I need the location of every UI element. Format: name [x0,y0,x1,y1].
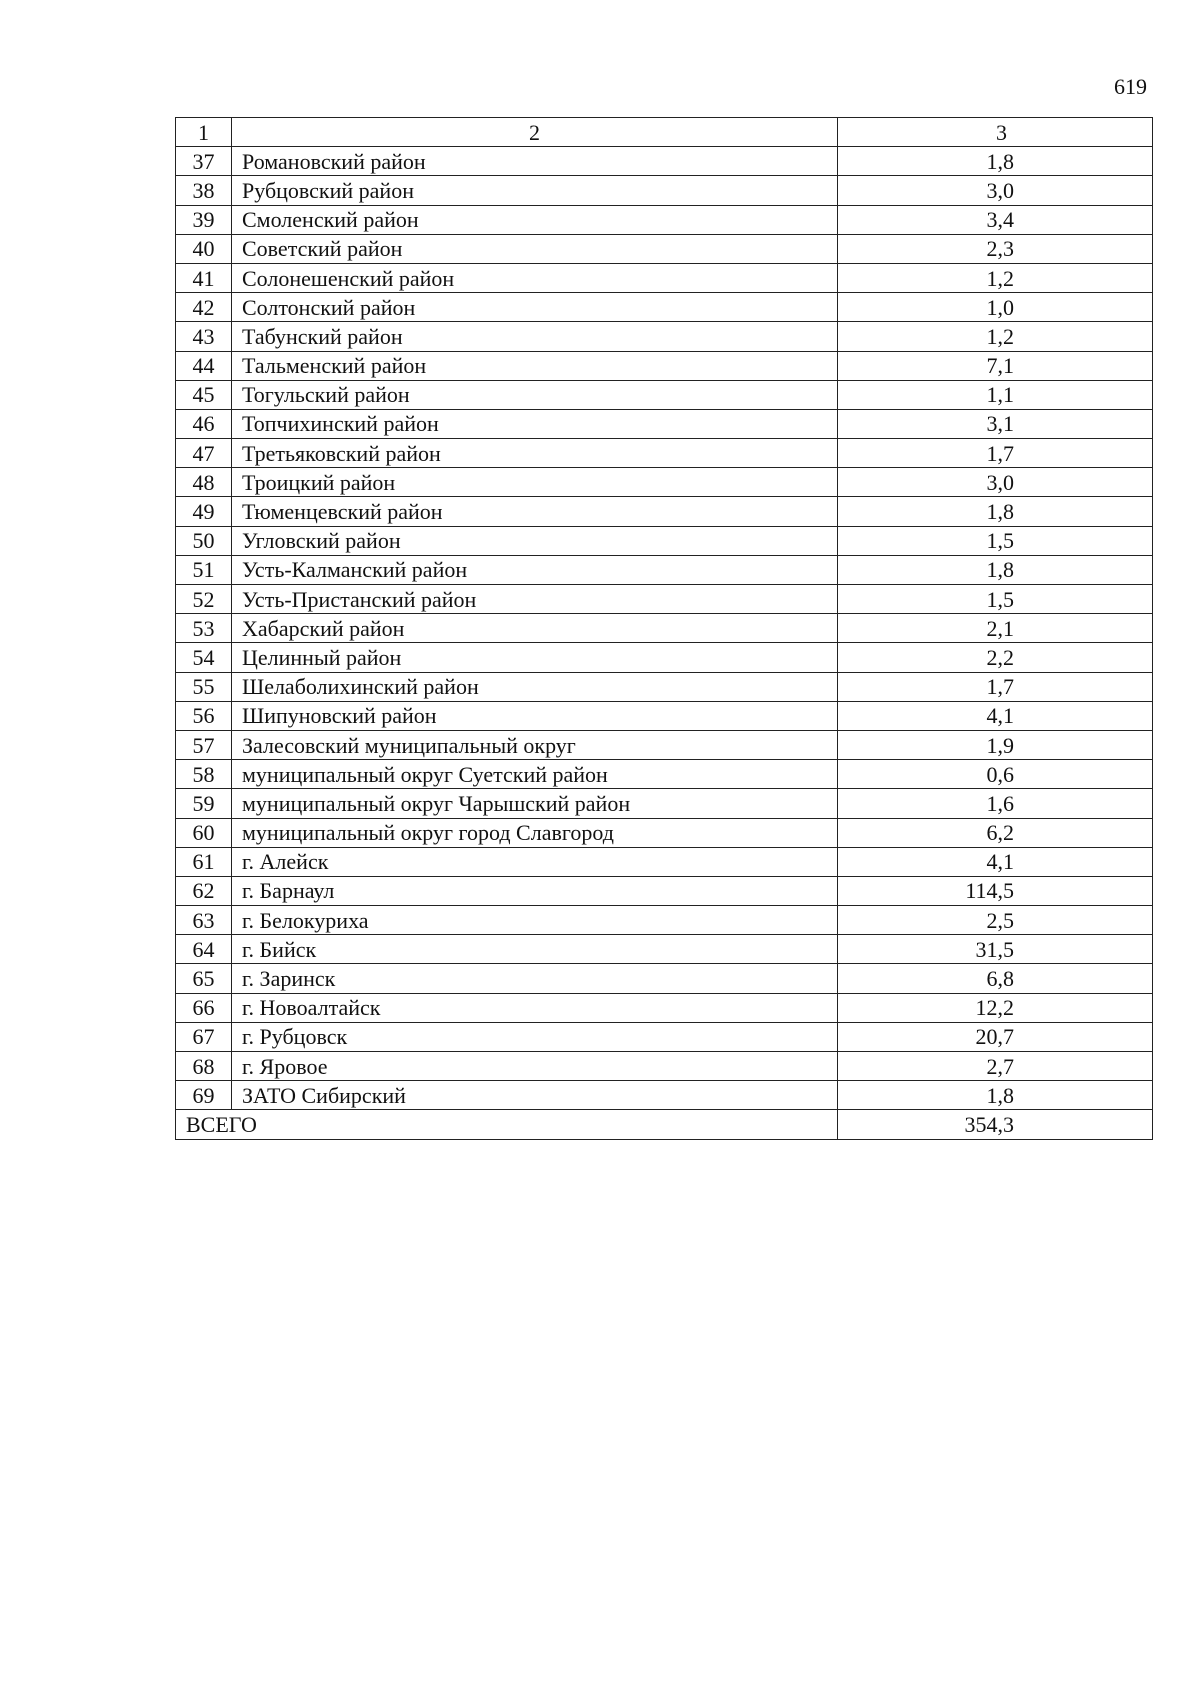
row-number: 65 [176,964,232,993]
total-value: 354,3 [838,1110,1153,1139]
amount-value: 1,1 [838,380,1153,409]
amount-value: 3,4 [838,205,1153,234]
row-number: 55 [176,672,232,701]
row-number: 67 [176,1022,232,1051]
amount-value: 1,2 [838,263,1153,292]
table-row [176,906,1153,935]
table-header-row [176,118,1153,147]
row-number: 66 [176,993,232,1022]
table-row [176,964,1153,993]
row-number: 56 [176,701,232,730]
amount-value: 20,7 [838,1022,1153,1051]
table-row [176,876,1153,905]
header-col-1: 1 [176,118,232,147]
total-row [176,1110,1153,1139]
municipality-name: Целинный район [232,643,838,672]
amount-value: 2,3 [838,234,1153,263]
municipality-name: Табунский район [232,322,838,351]
table-row [176,614,1153,643]
table-row [176,176,1153,205]
amount-value: 1,5 [838,585,1153,614]
amount-value: 0,6 [838,760,1153,789]
row-number: 37 [176,147,232,176]
row-number: 43 [176,322,232,351]
row-number: 53 [176,614,232,643]
municipality-name: муниципальный округ город Славгород [232,818,838,847]
amount-value: 1,9 [838,730,1153,759]
amount-value: 12,2 [838,993,1153,1022]
municipality-name: Троицкий район [232,468,838,497]
total-label: ВСЕГО [176,1110,838,1139]
amount-value: 2,5 [838,906,1153,935]
amount-value: 1,5 [838,526,1153,555]
table-row [176,818,1153,847]
amount-value: 31,5 [838,935,1153,964]
municipality-name: муниципальный округ Суетский район [232,760,838,789]
municipality-name: Романовский район [232,147,838,176]
amount-value: 1,8 [838,1081,1153,1110]
table-row [176,468,1153,497]
row-number: 49 [176,497,232,526]
row-number: 45 [176,380,232,409]
table-row [176,1052,1153,1081]
municipality-name: Усть-Калманский район [232,555,838,584]
table-row [176,993,1153,1022]
municipality-name: Смоленский район [232,205,838,234]
table-row [176,293,1153,322]
table-row [176,439,1153,468]
amount-value: 6,2 [838,818,1153,847]
municipality-name: Залесовский муниципальный округ [232,730,838,759]
municipality-name: г. Яровое [232,1052,838,1081]
amount-value: 2,2 [838,643,1153,672]
row-number: 64 [176,935,232,964]
page-number: 619 [1114,74,1147,99]
table-row [176,672,1153,701]
table-row [176,555,1153,584]
table-row [176,497,1153,526]
row-number: 41 [176,263,232,292]
table-row [176,234,1153,263]
row-number: 39 [176,205,232,234]
municipality-name: Советский район [232,234,838,263]
row-number: 58 [176,760,232,789]
table-row [176,380,1153,409]
municipality-name: Третьяковский район [232,439,838,468]
municipality-name: Усть-Пристанский район [232,585,838,614]
municipality-name: Шипуновский район [232,701,838,730]
table-row [176,147,1153,176]
municipality-name: г. Алейск [232,847,838,876]
municipality-name: Тальменский район [232,351,838,380]
amount-value: 4,1 [838,701,1153,730]
amount-value: 3,0 [838,176,1153,205]
row-number: 46 [176,409,232,438]
amount-value: 1,7 [838,672,1153,701]
municipality-name: г. Бийск [232,935,838,964]
row-number: 50 [176,526,232,555]
municipality-name: муниципальный округ Чарышский район [232,789,838,818]
table-body [176,118,1153,1140]
row-number: 62 [176,876,232,905]
table-row [176,409,1153,438]
table-row [176,847,1153,876]
table-row [176,322,1153,351]
amount-value: 114,5 [838,876,1153,905]
municipality-name: г. Рубцовск [232,1022,838,1051]
row-number: 51 [176,555,232,584]
table-row [176,351,1153,380]
row-number: 59 [176,789,232,818]
municipality-name: Солтонский район [232,293,838,322]
row-number: 48 [176,468,232,497]
municipality-name: г. Барнаул [232,876,838,905]
row-number: 40 [176,234,232,263]
municipality-name: г. Новоалтайск [232,993,838,1022]
table-row [176,643,1153,672]
table-row [176,701,1153,730]
municipality-name: ЗАТО Сибирский [232,1081,838,1110]
amount-value: 4,1 [838,847,1153,876]
row-number: 57 [176,730,232,759]
row-number: 52 [176,585,232,614]
table-row [176,730,1153,759]
row-number: 68 [176,1052,232,1081]
municipality-name: Топчихинский район [232,409,838,438]
municipality-name: г. Заринск [232,964,838,993]
amount-value: 1,0 [838,293,1153,322]
row-number: 69 [176,1081,232,1110]
row-number: 44 [176,351,232,380]
table-row [176,760,1153,789]
municipality-name: Тогульский район [232,380,838,409]
table-row [176,263,1153,292]
table-row [176,1022,1153,1051]
table-row [176,935,1153,964]
amount-value: 1,2 [838,322,1153,351]
municipality-name: Хабарский район [232,614,838,643]
amount-value: 1,8 [838,497,1153,526]
row-number: 60 [176,818,232,847]
row-number: 47 [176,439,232,468]
amount-value: 3,0 [838,468,1153,497]
municipality-name: Солонешенский район [232,263,838,292]
amount-value: 3,1 [838,409,1153,438]
row-number: 63 [176,906,232,935]
amount-value: 1,8 [838,147,1153,176]
municipality-name: г. Белокуриха [232,906,838,935]
row-number: 38 [176,176,232,205]
row-number: 54 [176,643,232,672]
municipality-name: Угловский район [232,526,838,555]
amount-value: 1,7 [838,439,1153,468]
municipality-name: Рубцовский район [232,176,838,205]
amount-value: 7,1 [838,351,1153,380]
data-table [175,117,1153,1140]
municipality-name: Шелаболихинский район [232,672,838,701]
table-row [176,789,1153,818]
amount-value: 6,8 [838,964,1153,993]
table-row [176,526,1153,555]
amount-value: 1,8 [838,555,1153,584]
row-number: 61 [176,847,232,876]
table-row [176,205,1153,234]
amount-value: 1,6 [838,789,1153,818]
table-row [176,585,1153,614]
amount-value: 2,1 [838,614,1153,643]
row-number: 42 [176,293,232,322]
table-row [176,1081,1153,1110]
header-col-2: 2 [232,118,838,147]
header-col-3: 3 [838,118,1153,147]
municipality-name: Тюменцевский район [232,497,838,526]
amount-value: 2,7 [838,1052,1153,1081]
